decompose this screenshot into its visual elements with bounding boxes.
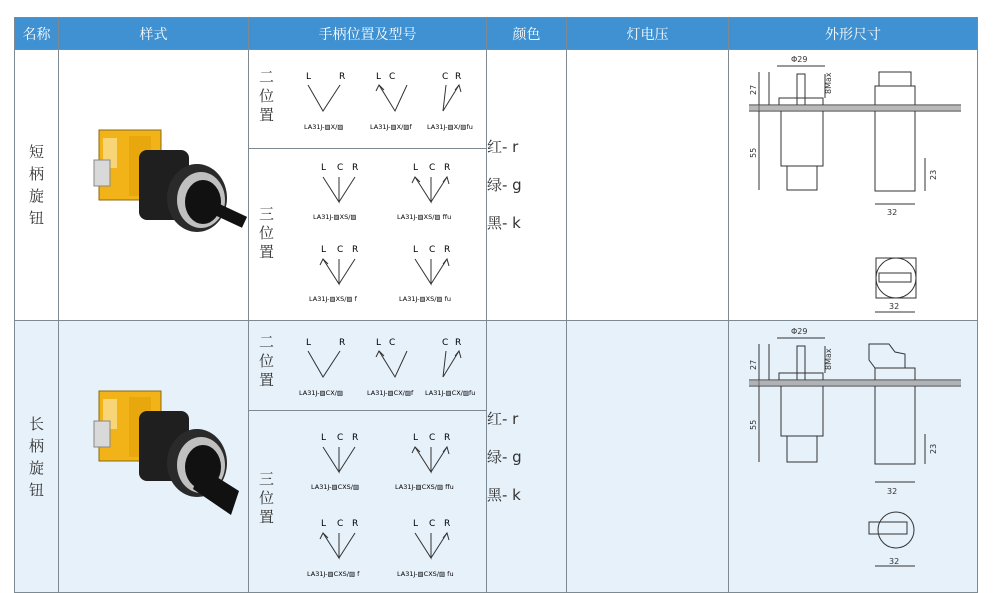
svg-text:C: C xyxy=(442,338,449,349)
svg-text:R: R xyxy=(339,71,346,82)
svg-text:LA31J-▨CXS/▨ fu: LA31J-▨CXS/▨ fu xyxy=(397,569,454,578)
svg-text:R: R xyxy=(444,245,451,256)
three-position-label: 三 位 置 xyxy=(259,205,275,262)
svg-text:C: C xyxy=(429,432,436,443)
position-diagram-cr xyxy=(427,72,473,131)
dimension-drawing-long xyxy=(729,322,978,588)
svg-text:L: L xyxy=(306,71,312,82)
svg-text:R: R xyxy=(352,518,359,529)
position-diagram-lcr-4-long xyxy=(397,519,454,578)
two-position-cell-long xyxy=(249,321,487,411)
svg-text:R: R xyxy=(455,71,462,82)
dim-diameter: Φ29 xyxy=(791,55,808,64)
svg-text:L: L xyxy=(376,71,382,82)
svg-text:L: L xyxy=(306,338,312,349)
lamp-voltage-long xyxy=(567,321,729,593)
dim-max: 8Max xyxy=(824,72,833,94)
header-style: 样式 xyxy=(59,18,249,50)
position-diagram-lcr-3 xyxy=(309,245,358,303)
position-diagram-lcr-4 xyxy=(399,245,451,303)
svg-text:R: R xyxy=(444,518,451,529)
three-position-diagram-short xyxy=(249,150,487,319)
svg-text:L: L xyxy=(321,518,327,529)
lamp-voltage-short xyxy=(567,50,729,321)
svg-text:LA31J-▨CX/▨fu: LA31J-▨CX/▨fu xyxy=(425,389,476,398)
position-diagram-cr-long xyxy=(425,338,475,397)
row-short-two xyxy=(15,50,978,149)
svg-text:C: C xyxy=(337,245,344,256)
header-handle: 手柄位置及型号 xyxy=(249,18,487,50)
dim-h3-long: 23 xyxy=(929,443,938,454)
position-diagram-lcr-2 xyxy=(397,163,451,221)
svg-text:LA31J-▨CXS/▨ ffu: LA31J-▨CXS/▨ ffu xyxy=(395,482,454,491)
svg-text:L: L xyxy=(413,432,419,443)
svg-text:L: L xyxy=(321,245,327,256)
svg-text:C: C xyxy=(429,163,436,174)
color-list-short: 红- r 绿- g 黑- k xyxy=(487,50,567,321)
row-long-two xyxy=(15,321,978,411)
svg-text:L: L xyxy=(413,245,419,256)
svg-text:L: L xyxy=(321,163,327,174)
dim-w2-long: 32 xyxy=(889,556,900,566)
svg-text:R: R xyxy=(352,163,359,174)
svg-text:LA31J-▨X/▨f: LA31J-▨X/▨f xyxy=(370,122,412,131)
position-diagram-lcr-2-long xyxy=(395,433,454,491)
svg-text:C: C xyxy=(337,163,344,174)
svg-text:C: C xyxy=(442,71,449,82)
product-photo-short xyxy=(59,50,249,321)
svg-text:LA31J-▨CXS/▨: LA31J-▨CXS/▨ xyxy=(311,482,360,491)
product-photo-long xyxy=(59,321,249,593)
svg-text:C: C xyxy=(429,518,436,529)
color-list-long: 红- r 绿- g 黑- k xyxy=(487,321,567,593)
row-name-long: 长 柄 旋 钮 xyxy=(15,321,59,593)
long-knob-switch-image xyxy=(59,321,249,588)
position-diagram-lr xyxy=(304,72,345,131)
position-diagram-lcr-3-long xyxy=(307,519,360,578)
position-diagram-lcr-1-long xyxy=(311,433,359,491)
spec-table xyxy=(14,17,978,593)
position-diagram-lc-long xyxy=(367,338,414,397)
dimension-drawing-short xyxy=(729,50,978,316)
svg-text:R: R xyxy=(352,245,359,256)
svg-text:LA31J-▨CX/▨f: LA31J-▨CX/▨f xyxy=(367,389,414,398)
svg-text:LA31J-▨CXS/▨ f: LA31J-▨CXS/▨ f xyxy=(307,569,360,578)
svg-text:LA31J-▨CX/▨: LA31J-▨CX/▨ xyxy=(299,389,343,398)
three-position-diagram-long xyxy=(249,412,487,591)
svg-text:R: R xyxy=(339,338,346,349)
dimension-drawing-cell-long xyxy=(729,321,978,593)
two-position-cell-short xyxy=(249,50,487,149)
svg-text:R: R xyxy=(352,432,359,443)
two-position-label: 二 位 置 xyxy=(259,67,275,124)
position-diagram-lc xyxy=(370,72,412,131)
svg-text:LA31J-▨XS/▨ f: LA31J-▨XS/▨ f xyxy=(309,295,357,304)
three-position-label-long: 三 位 置 xyxy=(259,469,275,526)
svg-text:C: C xyxy=(337,432,344,443)
dim-h2: 55 xyxy=(749,147,758,158)
svg-text:LA31J-▨XS/▨: LA31J-▨XS/▨ xyxy=(313,213,357,222)
svg-text:L: L xyxy=(413,163,419,174)
svg-text:R: R xyxy=(444,432,451,443)
position-diagram-lr-long xyxy=(299,338,345,397)
header-row xyxy=(15,18,978,50)
position-diagram-lcr-1 xyxy=(313,163,358,221)
svg-text:C: C xyxy=(337,518,344,529)
two-position-diagram-short xyxy=(249,51,487,148)
svg-text:LA31J-▨X/▨: LA31J-▨X/▨ xyxy=(304,122,344,131)
row-name-short: 短 柄 旋 钮 xyxy=(15,50,59,321)
dim-w2: 32 xyxy=(889,302,900,311)
header-lamp: 灯电压 xyxy=(567,18,729,50)
svg-text:C: C xyxy=(429,245,436,256)
svg-text:L: L xyxy=(321,432,327,443)
svg-text:C: C xyxy=(389,71,396,82)
header-name: 名称 xyxy=(15,18,59,50)
three-position-cell-long xyxy=(249,410,487,592)
svg-text:L: L xyxy=(376,338,382,349)
dim-max-long: 8Max xyxy=(824,347,833,370)
dim-h1: 27 xyxy=(749,84,758,95)
dim-h1-long: 27 xyxy=(749,359,758,370)
short-knob-switch-image xyxy=(59,50,249,316)
svg-text:LA31J-▨XS/▨ ffu: LA31J-▨XS/▨ ffu xyxy=(397,213,452,222)
dimension-drawing-cell-short xyxy=(729,50,978,321)
header-dims: 外形尺寸 xyxy=(729,18,978,50)
three-position-cell-short xyxy=(249,149,487,321)
svg-text:R: R xyxy=(444,163,451,174)
header-color: 颜色 xyxy=(487,18,567,50)
two-position-diagram-long xyxy=(249,321,487,409)
dim-h3: 23 xyxy=(929,169,938,180)
svg-text:LA31J-▨X/▨fu: LA31J-▨X/▨fu xyxy=(427,122,473,131)
dim-w1-long: 32 xyxy=(887,486,898,496)
dim-diameter-long: Φ29 xyxy=(791,326,808,336)
dim-h2-long: 55 xyxy=(749,419,758,430)
svg-text:L: L xyxy=(413,518,419,529)
two-position-label-long: 二 位 置 xyxy=(259,333,275,390)
svg-text:LA31J-▨XS/▨ fu: LA31J-▨XS/▨ fu xyxy=(399,295,452,304)
svg-text:C: C xyxy=(389,338,396,349)
svg-text:R: R xyxy=(455,338,462,349)
dim-w1: 32 xyxy=(887,208,898,217)
